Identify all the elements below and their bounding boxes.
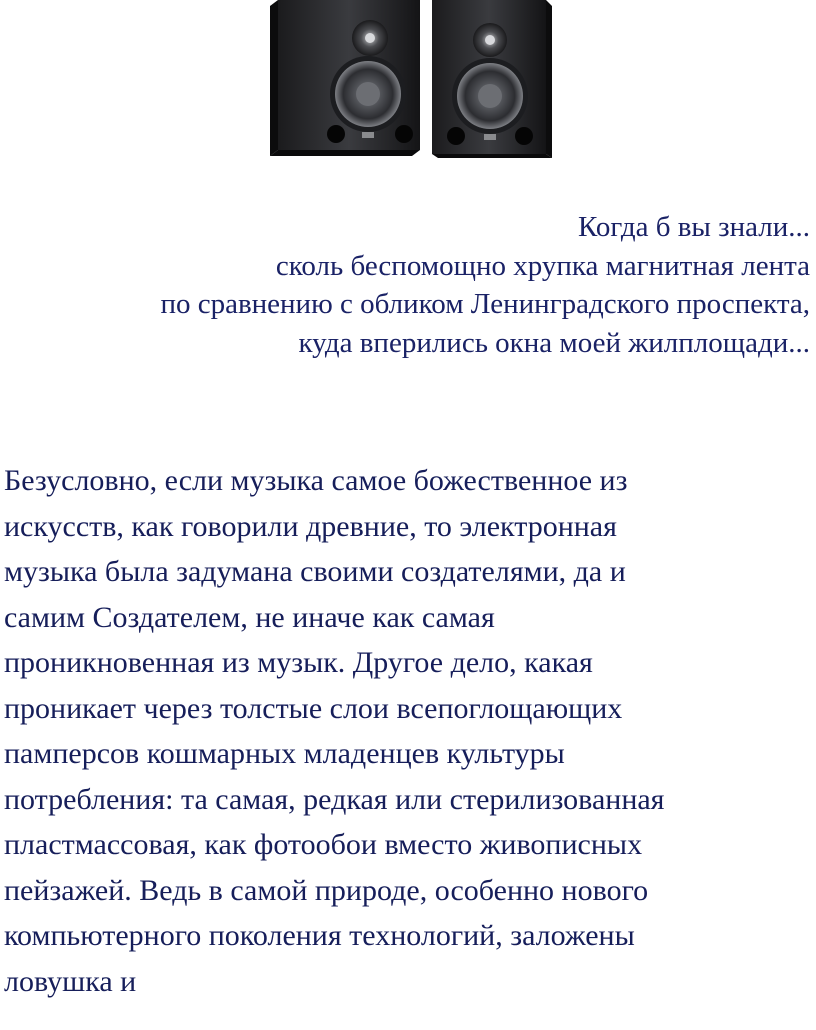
body-line: ловушка и — [4, 964, 137, 998]
epigraph-line: сколь беспомощно хрупка магнитная лента — [275, 249, 810, 282]
speakers-image — [270, 0, 552, 162]
body-line: музыка была задумана своими создателями, да и — [4, 555, 626, 588]
epigraph — [10, 208, 810, 362]
body-line: самим Создателем, не иначе как самая — [4, 600, 495, 634]
right-speaker — [432, 0, 552, 158]
body-line: проникновенная из музык. Другое дело, какая — [4, 646, 593, 679]
epigraph-line: куда вперились окна моей жилплощади... — [298, 326, 810, 359]
epigraph-line: Когда б вы знали... — [578, 211, 810, 243]
body-line: компьютерного поколения технологий, заложены — [4, 919, 635, 952]
epigraph-line: по сравнению с обликом Ленинградского проспекта, — [160, 288, 810, 320]
body-line: проникает через толстые слои всепоглощающих — [4, 691, 623, 725]
left-speaker — [270, 0, 420, 156]
body-line: памперсов кошмарных младенцев культуры — [4, 737, 565, 770]
body-line: Безусловно, если музыка самое божественное из — [4, 464, 628, 497]
body-line: пластмассовая, как фотообои вместо живописных — [4, 828, 643, 861]
body-line: искусств, как говорили древние, то электронная — [4, 509, 617, 543]
body-line: пейзажей. Ведь в самой природе, особенно нового — [4, 873, 649, 907]
body-paragraph — [4, 458, 804, 1004]
body-line: потребления: та самая, редкая или стерилизованная — [4, 782, 665, 816]
